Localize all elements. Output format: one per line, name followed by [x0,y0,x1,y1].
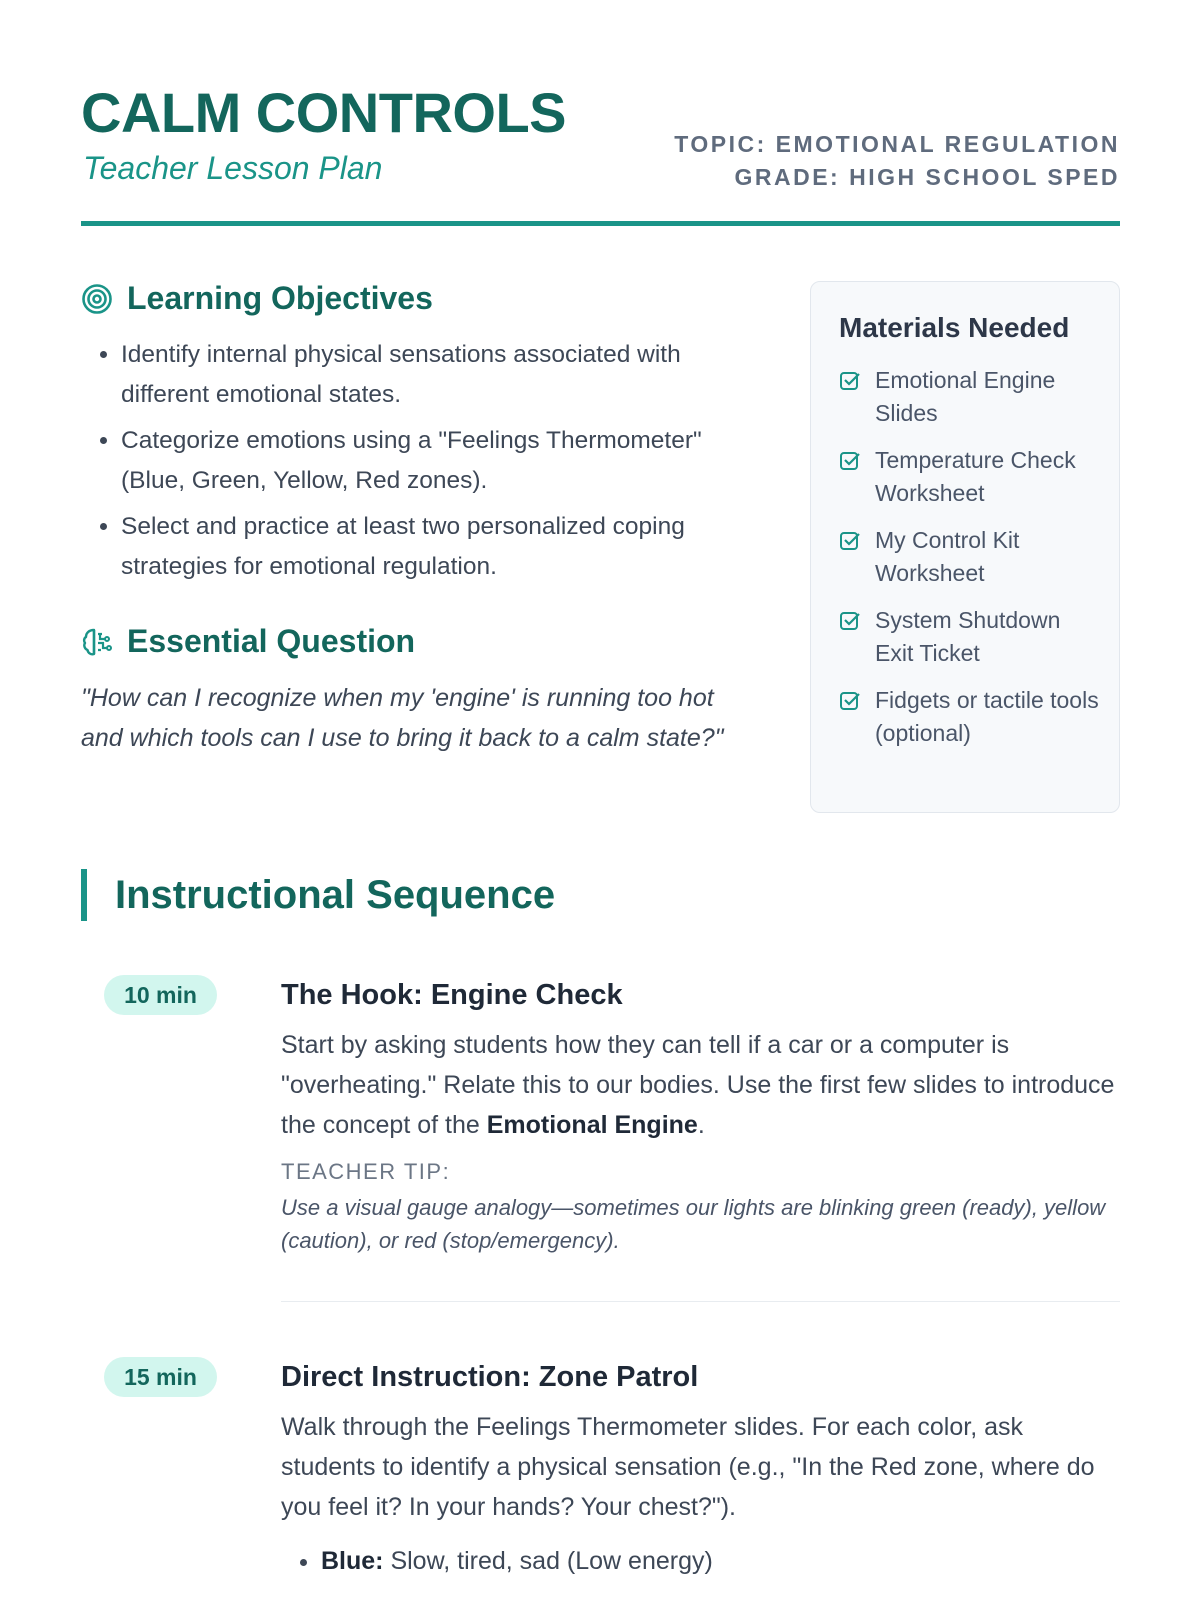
lesson-plan-page [81,0,1120,1575]
essential-question-text: "How can I recognize when my 'engine' is running too hot and which tools can I use to bring it back to a calm state?" [81,684,724,752]
target-icon [81,283,113,315]
step-divider [281,1301,1120,1302]
objectives-heading-text: Learning Objectives [127,280,433,316]
page-title: CALM CONTROLS [81,81,567,144]
material-item [839,524,1099,590]
material-item [839,364,1099,430]
header [81,0,1120,226]
essential-question-heading [81,623,761,660]
step-text-bold: Emotional Engine [486,1111,698,1139]
duration-badge: 15 min [104,1357,217,1397]
material-label: System Shutdown Exit Ticket [875,607,1061,666]
list-item: • Identify internal physical sensations associated with different emotional states. [121,335,761,415]
essential-question-heading-text: Essential Question [127,623,416,659]
zone-name: Blue: [321,1547,384,1575]
materials-panel [810,281,1120,813]
material-item [839,604,1099,670]
objectives-heading [81,280,761,317]
step-title: Direct Instruction: Zone Patrol [281,1361,699,1393]
material-label: My Control Kit Worksheet [875,527,1020,586]
lesson-meta [674,128,1120,194]
zone-list [281,1541,1120,1581]
topic-label: TOPIC: EMOTIONAL REGULATION [674,131,1120,157]
duration-badge: 10 min [104,975,217,1015]
list-item: • Select and practice at least two personalized coping strategies for emotional regulation. [121,507,761,587]
checkbox-icon [839,530,861,552]
step-body [281,977,1120,1257]
step-text-part: . [697,1111,705,1139]
page-subtitle: Teacher Lesson Plan [83,150,383,186]
material-label: Emotional Engine Slides [875,367,1056,426]
material-label: Temperature Check Worksheet [875,447,1076,506]
step-description [281,1025,1120,1145]
sequence-heading: Instructional Sequence [81,869,555,921]
checkbox-icon [839,690,861,712]
material-item [839,684,1099,750]
step-description: Walk through the Feelings Thermometer slides. For each color, ask students to identify a physical sensation (e.g., "In the Red zone, where do you feel it? In your hands? Your chest?"). [281,1413,1095,1521]
checkbox-icon [839,450,861,472]
objectives-list [81,335,761,587]
teacher-tip-label: TEACHER TIP: [281,1159,451,1184]
step-text-part: Start by asking students how they can tell if a car or a computer is "overheating." Relate this to our bodies. Use the first few slides to introduce the concept of the [281,1031,1115,1139]
left-column [81,280,761,758]
zone-desc: Slow, tired, sad (Low energy) [383,1547,713,1575]
grade-label: GRADE: HIGH SCHOOL SPED [734,164,1120,190]
list-item [321,1541,1120,1581]
teacher-tip-text: Use a visual gauge analogy—sometimes our lights are blinking green (ready), yellow (caution), or red (stop/emergency). [281,1195,1106,1253]
brain-icon [81,626,113,658]
material-label: Fidgets or tactile tools (optional) [875,687,1099,746]
checkbox-icon [839,610,861,632]
step-body [281,1359,1120,1581]
step-title: The Hook: Engine Check [281,979,623,1011]
checkbox-icon [839,370,861,392]
materials-heading: Materials Needed [839,312,1070,343]
list-item: • Categorize emotions using a "Feelings Thermometer" (Blue, Green, Yellow, Red zones). [121,421,761,501]
material-item [839,444,1099,510]
